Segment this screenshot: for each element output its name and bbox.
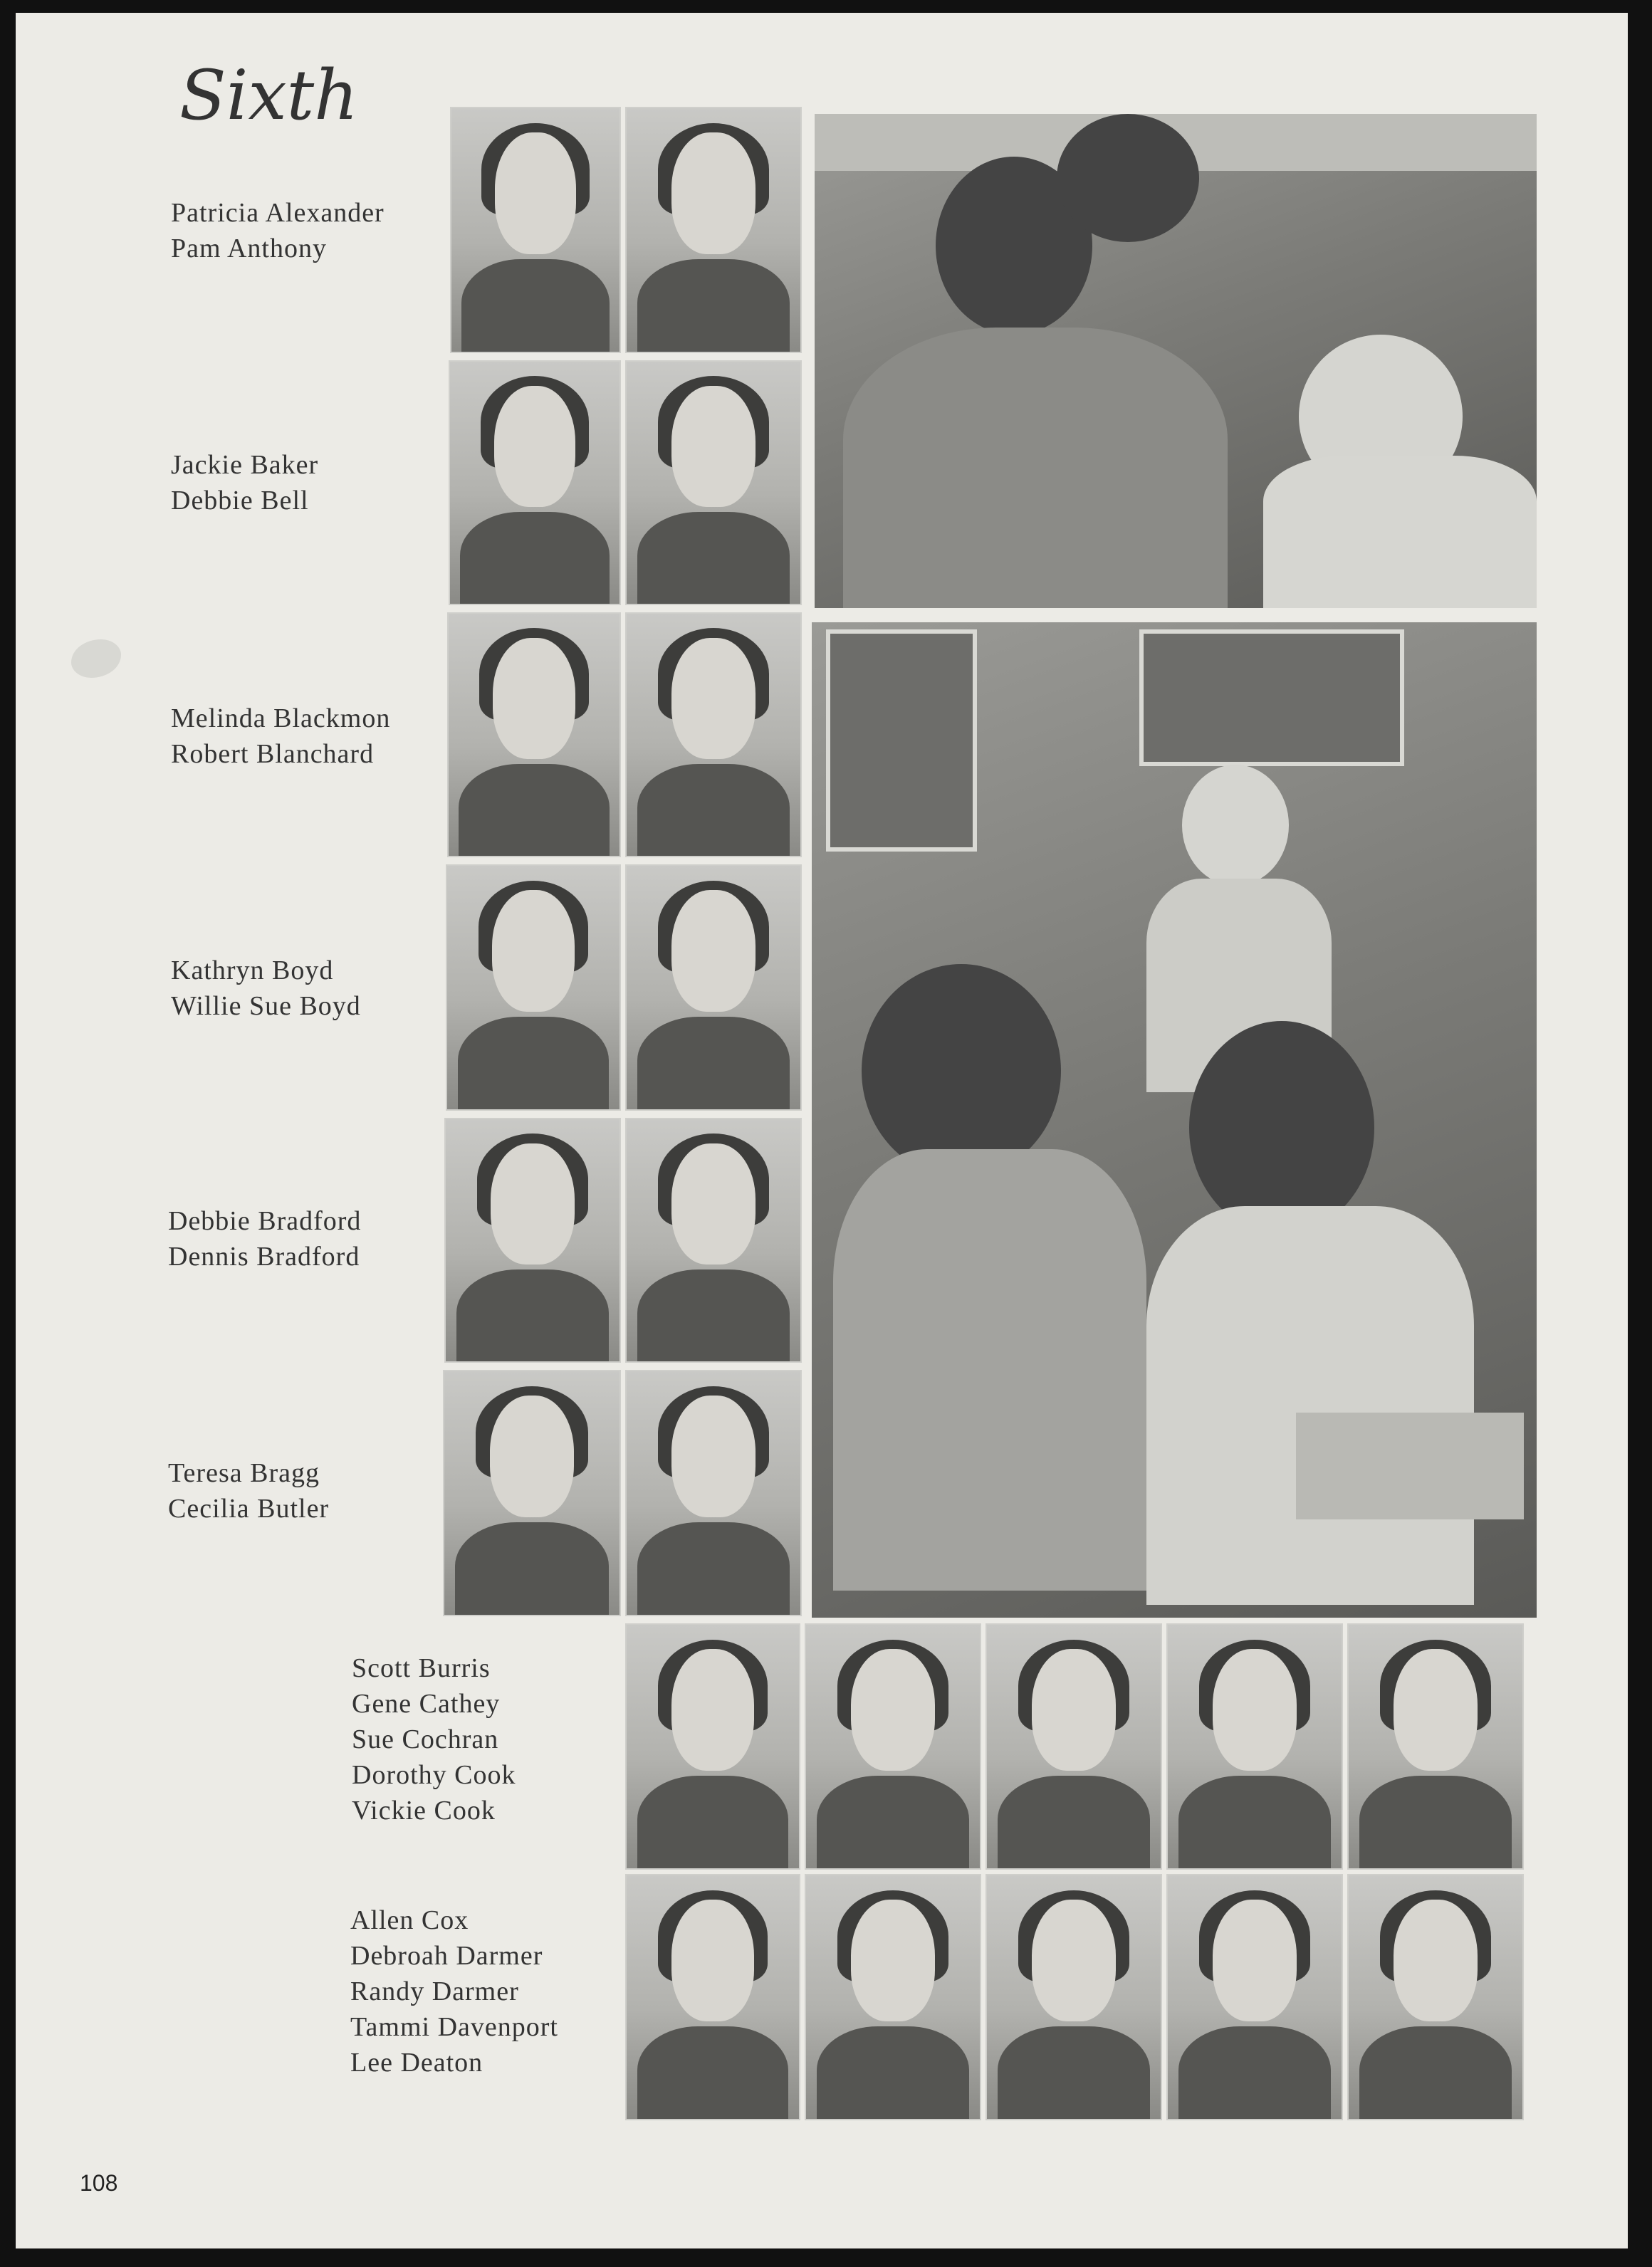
student-portrait bbox=[625, 1370, 802, 1616]
student-portrait bbox=[446, 864, 621, 1111]
page-number: 108 bbox=[80, 2170, 118, 2196]
student-name: Scott Burris bbox=[352, 1653, 491, 1683]
student-portrait bbox=[443, 1370, 621, 1616]
student-portrait bbox=[986, 1874, 1162, 2120]
page-title: Sixth bbox=[179, 56, 359, 135]
student-portrait bbox=[1166, 1623, 1343, 1870]
student-name: Pam Anthony bbox=[171, 234, 327, 263]
leaf-mark bbox=[71, 639, 121, 678]
name-group-8 bbox=[350, 1902, 558, 2080]
student-name: Dennis Bradford bbox=[168, 1242, 360, 1272]
student-name: Debbie Bradford bbox=[168, 1206, 362, 1236]
student-name: Willie Sue Boyd bbox=[171, 991, 361, 1021]
name-group-7 bbox=[352, 1650, 516, 1828]
student-name: Debbie Bell bbox=[171, 486, 309, 515]
student-portrait bbox=[1347, 1874, 1524, 2120]
student-portrait bbox=[805, 1874, 981, 2120]
student-name: Debroah Darmer bbox=[350, 1941, 543, 1971]
student-name: Randy Darmer bbox=[350, 1977, 519, 2006]
name-group-1 bbox=[171, 195, 385, 266]
yearbook-page bbox=[16, 13, 1628, 2248]
student-name: Sue Cochran bbox=[352, 1724, 499, 1754]
student-name: Teresa Bragg bbox=[168, 1458, 320, 1488]
student-portrait bbox=[805, 1623, 981, 1870]
student-portrait bbox=[625, 1874, 800, 2120]
student-name: Vickie Cook bbox=[352, 1796, 496, 1826]
student-portrait bbox=[449, 360, 621, 605]
student-name: Kathryn Boyd bbox=[171, 956, 334, 985]
student-name: Allen Cox bbox=[350, 1905, 469, 1935]
name-group-5 bbox=[168, 1203, 361, 1274]
student-name: Melinda Blackmon bbox=[171, 703, 391, 733]
student-portrait bbox=[625, 612, 802, 857]
name-group-4 bbox=[171, 953, 361, 1024]
student-portrait bbox=[625, 1118, 802, 1363]
student-portrait bbox=[1166, 1874, 1343, 2120]
student-name: Cecilia Butler bbox=[168, 1494, 330, 1524]
student-portrait bbox=[444, 1118, 621, 1363]
name-group-3 bbox=[171, 701, 390, 772]
student-name: Gene Cathey bbox=[352, 1689, 501, 1719]
student-name: Lee Deaton bbox=[350, 2048, 483, 2078]
student-name: Dorothy Cook bbox=[352, 1760, 516, 1790]
student-portrait bbox=[625, 864, 802, 1111]
student-portrait bbox=[986, 1623, 1162, 1870]
student-portrait bbox=[625, 1623, 800, 1870]
student-name: Robert Blanchard bbox=[171, 739, 375, 769]
student-portrait bbox=[625, 360, 802, 605]
student-name: Patricia Alexander bbox=[171, 198, 385, 228]
name-group-6 bbox=[168, 1455, 329, 1527]
name-group-2 bbox=[171, 447, 318, 518]
student-portrait bbox=[450, 107, 621, 353]
student-portrait bbox=[1347, 1623, 1524, 1870]
student-portrait bbox=[447, 612, 621, 857]
student-portrait bbox=[625, 107, 802, 353]
candid-photo-classroom bbox=[815, 114, 1537, 608]
candid-photo-students bbox=[812, 622, 1537, 1618]
student-name: Jackie Baker bbox=[171, 450, 319, 480]
student-name: Tammi Davenport bbox=[350, 2012, 558, 2042]
